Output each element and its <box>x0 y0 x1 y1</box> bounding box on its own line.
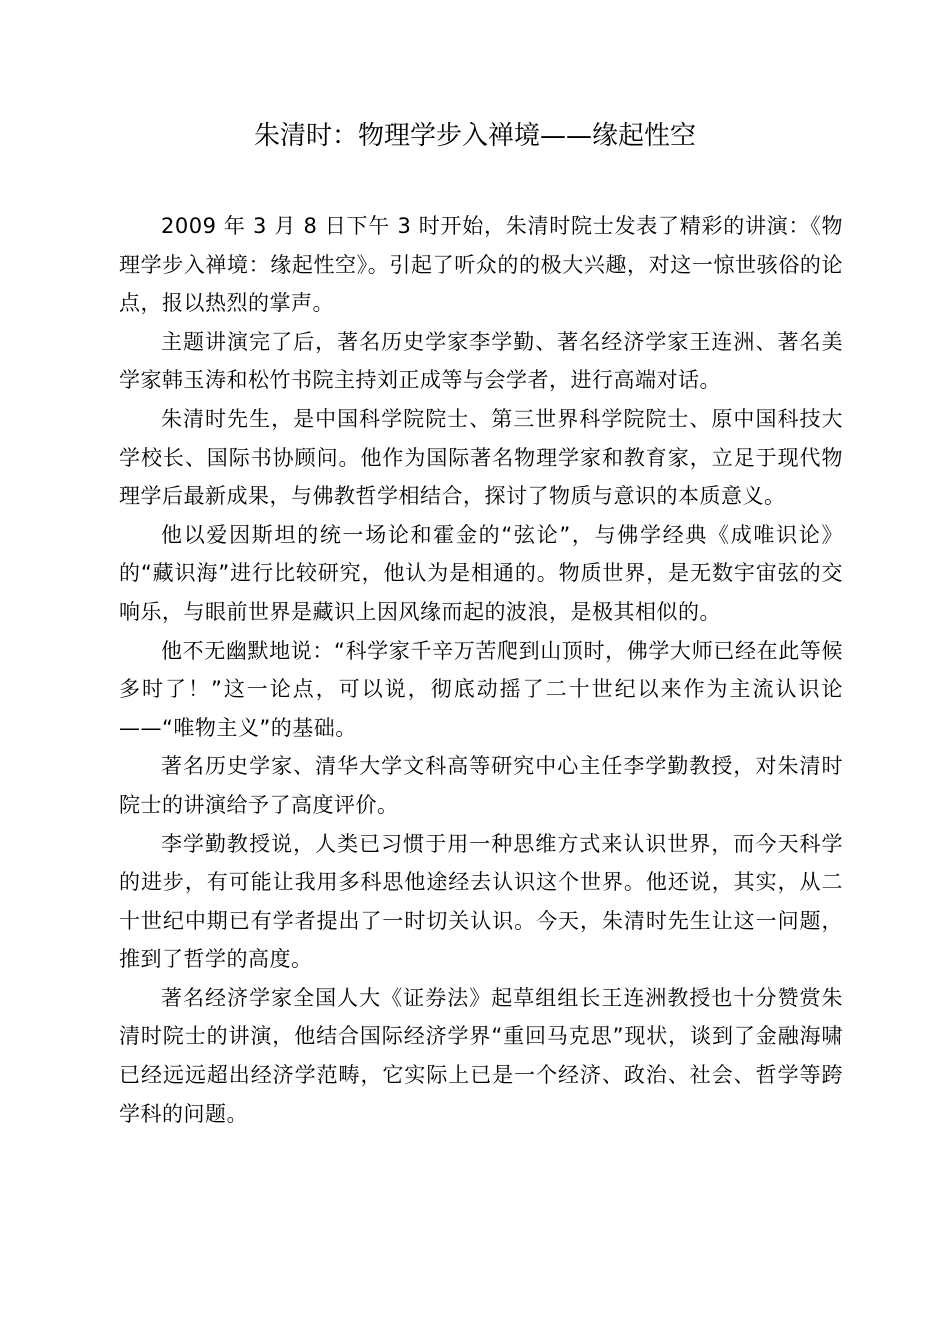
paragraph-2: 主题讲演完了后，著名历史学家李学勤、著名经济学家王连洲、著名美学家韩玉涛和松竹书院主持刘正成等与会学者，进行高端对话。 <box>119 329 843 393</box>
paragraph-4: 他以爱因斯坦的统一场论和霍金的“弦论”，与佛学经典《成唯识论》的“藏识海”进行比较研究，他认为是相通的。物质世界，是无数宇宙弦的交响乐，与眼前世界是藏识上因风缘而起的波浪，是极其相似的。 <box>119 522 843 624</box>
paragraph-8: 著名经济学家全国人大《证券法》起草组组长王连洲教授也十分赞赏朱清时院士的讲演，他结合国际经济学界“重回马克思”现状，谈到了金融海啸已经远远超出经济学范畴，它实际上已是一个经济、政治、社会、哲学等跨学科的问题。 <box>119 985 843 1126</box>
paragraph-7: 李学勤教授说，人类已习惯于用一种思维方式来认识世界，而今天科学的进步，有可能让我用多科思他途经去认识这个世界。他还说，其实，从二十世纪中期已有学者提出了一时切关认识。今天，朱清时先生让这一问题，推到了哲学的高度。 <box>119 831 843 972</box>
paragraph-5: 他不无幽默地说：“科学家千辛万苦爬到山顶时，佛学大师已经在此等候多时了！”这一论点，可以说，彻底动摇了二十世纪以来作为主流认识论——“唯物主义”的基础。 <box>119 638 843 740</box>
paragraph-3: 朱清时先生，是中国科学院院士、第三世界科学院院士、原中国科技大学校长、国际书协顾问。他作为国际著名物理学家和教育家，立足于现代物理学后最新成果，与佛教哲学相结合，探讨了物质与意识的本质意义。 <box>119 406 843 509</box>
document-body <box>119 207 843 1133</box>
paragraph-6: 著名历史学家、清华大学文科高等研究中心主任李学勤教授，对朱清时院士的讲演给予了高度评价。 <box>119 754 843 817</box>
paragraph-1: 2009 年 3 月 8 日下午 3 时开始，朱清时院士发表了精彩的讲演：《物理学步入禅境：缘起性空》。引起了听众的的极大兴趣，对这一惊世骇俗的论点，报以热烈的掌声。 <box>119 214 843 316</box>
document-title: 朱清时：物理学步入禅境——缘起性空 <box>253 121 696 151</box>
